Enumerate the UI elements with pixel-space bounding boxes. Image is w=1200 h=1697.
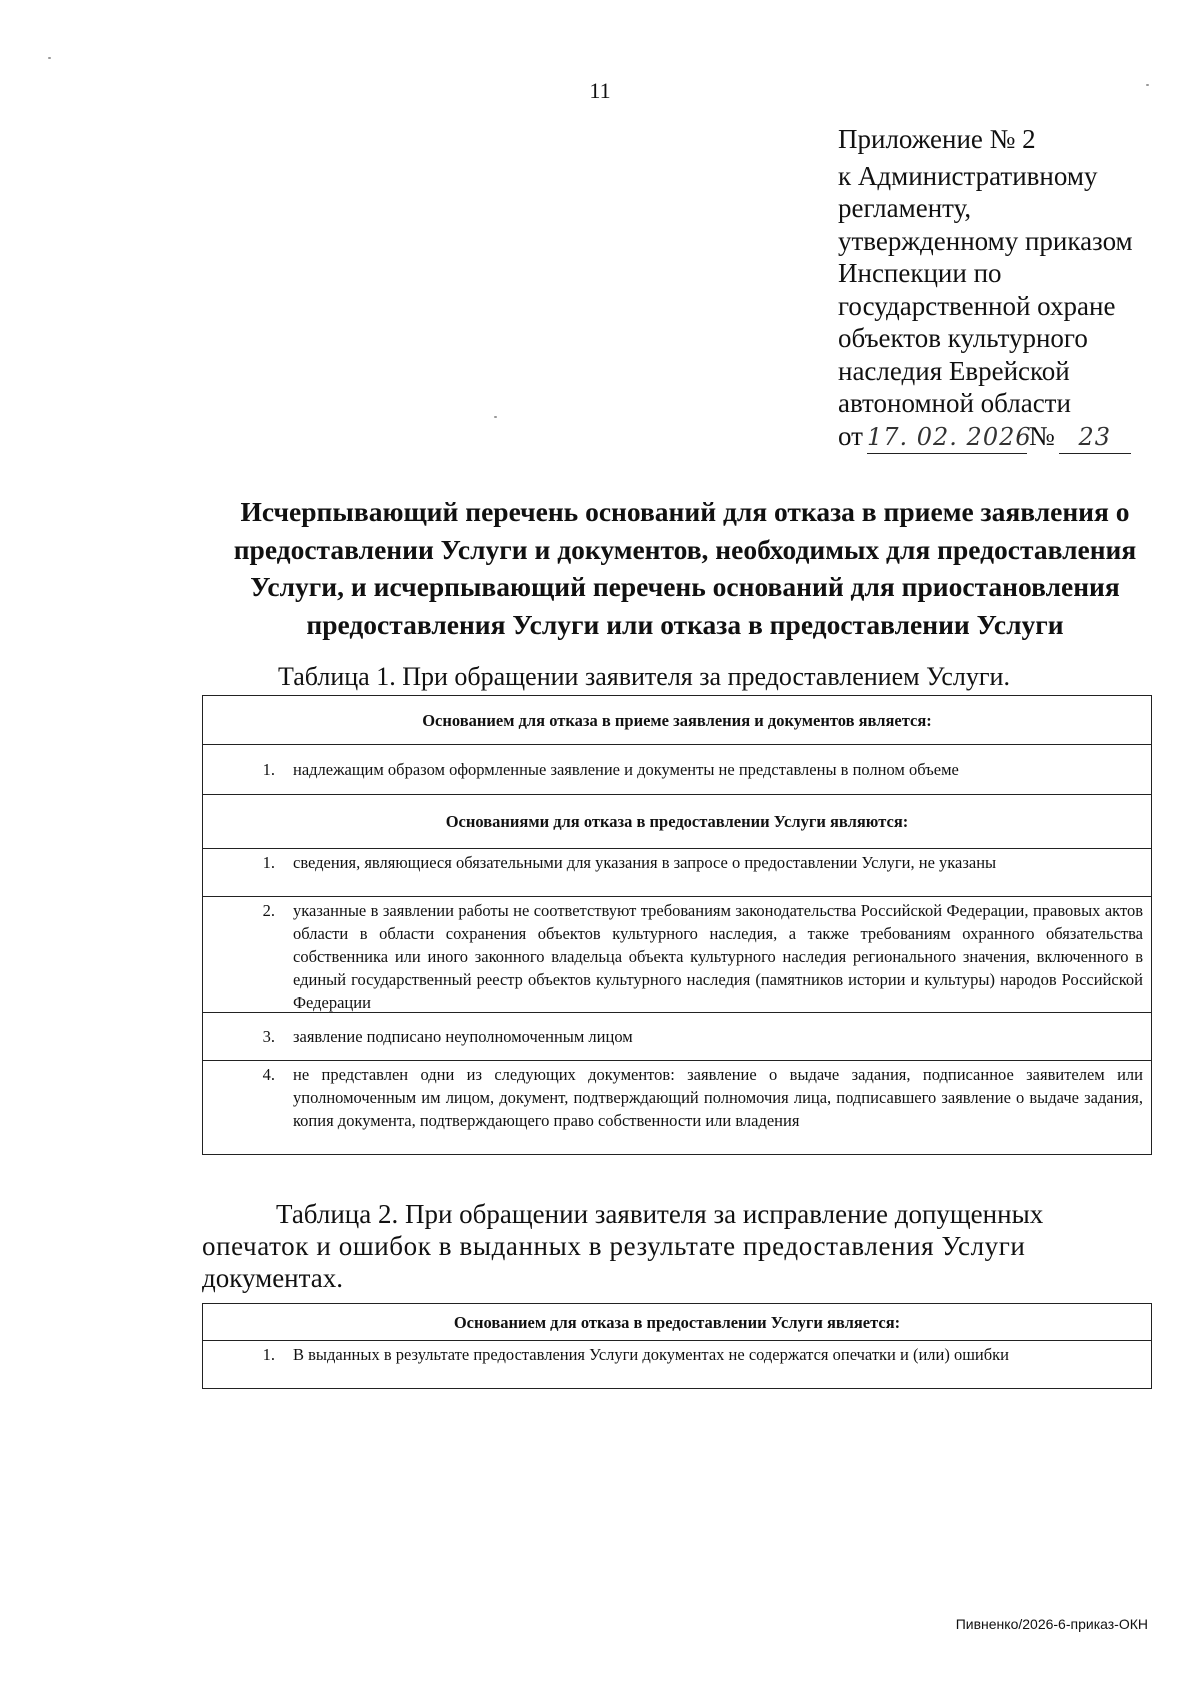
row-text: сведения, являющиеся обязательными для указания в запросе о предоставлении Услуги, не указаны xyxy=(293,853,997,872)
row-text: В выданных в результате предоставления Услуги документах не содержатся опечатки и (или) ошибки xyxy=(293,1345,1009,1364)
table-row xyxy=(203,744,1151,794)
document-heading xyxy=(190,493,1180,643)
row-number: 2. xyxy=(262,901,275,920)
order-date-line xyxy=(838,420,1168,455)
heading-line: Исчерпывающий перечень оснований для отказа в приеме заявления о xyxy=(240,496,1130,527)
appendix-line: наследия Еврейской xyxy=(838,355,1070,386)
heading-line: предоставлении Услуги и документов, необходимых для предоставления xyxy=(233,533,1137,565)
table1-header-intake: Основанием для отказа в приеме заявления и документов является: xyxy=(422,710,932,730)
row-text: заявление подписано неуполномоченным лицом xyxy=(293,1027,633,1046)
table-row xyxy=(203,1012,1151,1060)
number-sign: № xyxy=(1028,420,1055,451)
scan-speck xyxy=(494,416,497,418)
table-row xyxy=(203,896,1151,1012)
table-row xyxy=(203,1060,1151,1154)
table2-caption-line xyxy=(202,1198,1152,1230)
appendix-line: автономной области xyxy=(838,388,1071,418)
appendix-line: регламенту, xyxy=(838,193,972,223)
heading-line: Услуги, и исчерпывающий перечень оснований для приостановления xyxy=(250,571,1120,602)
handwritten-date: 17. 02. 2026 xyxy=(867,421,1027,455)
footer-stamp: Пивненко/2026-6-приказ-ОКН xyxy=(955,1616,1148,1632)
table-row xyxy=(203,1340,1151,1388)
row-number: 4. xyxy=(262,1065,275,1084)
row-number: 1. xyxy=(262,1345,275,1364)
scan-speck xyxy=(48,57,51,59)
row-text: надлежащим образом оформленные заявление и документы не представлены в полном объеме xyxy=(293,760,959,779)
appendix-line: Инспекции по xyxy=(838,258,1002,288)
row-number: 3. xyxy=(262,1027,275,1046)
table2-caption xyxy=(202,1198,1152,1294)
appendix-line: государственной охране xyxy=(838,290,1116,321)
row-text: указанные в заявлении работы не соответствуют требованиям законодательства Российской Федерации, правовых актов области в области сохранения объектов культурного наследия, а также требованиям охранного обязательства собственника или иного законного владельца объекта культурного наследия регионального значения, включенного в единый государственный реестр объектов культурного наследия (памятников истории и культуры) народов Российской Федерации xyxy=(293,901,1143,1012)
row-number: 1. xyxy=(262,853,275,872)
table1 xyxy=(202,695,1152,1155)
appendix-line: утвержденному приказом xyxy=(838,225,1133,256)
handwritten-number: 23 xyxy=(1059,421,1131,455)
table2 xyxy=(202,1303,1152,1389)
table2-caption-line: опечаток и ошибок в выданных в результате предоставления Услуги xyxy=(202,1231,1026,1261)
page-number: 11 xyxy=(589,78,611,103)
appendix-block xyxy=(838,123,1168,454)
date-prefix: от xyxy=(838,420,863,451)
appendix-title: Приложение № 2 xyxy=(838,124,1036,154)
heading-line: предоставления Услуги или отказа в предоставлении Услуги xyxy=(306,608,1064,640)
row-number: 1. xyxy=(262,760,275,779)
row-text: не представлен одни из следующих документов: заявление о выдаче задания, подписанное заявителем или уполномоченным им лицом, документ, подтверждающий полномочия лица, подписавшего заявление о выдаче задания, копия документа, подтверждающего право собственности или владения xyxy=(293,1065,1143,1130)
appendix-line: к Административному xyxy=(838,160,1098,191)
table-row xyxy=(203,848,1151,896)
appendix-line: объектов культурного xyxy=(838,323,1088,353)
caption-text: Таблица 2. При обращении заявителя за исправление допущенных xyxy=(276,1199,1044,1229)
table2-caption-line: документах. xyxy=(202,1263,343,1293)
table2-header: Основанием для отказа в предоставлении Услуги является: xyxy=(453,1312,901,1332)
table1-caption: Таблица 1. При обращении заявителя за предоставлением Услуги. xyxy=(278,662,1010,691)
table1-header-refusal: Основаниями для отказа в предоставлении Услуги являются: xyxy=(203,794,1151,848)
